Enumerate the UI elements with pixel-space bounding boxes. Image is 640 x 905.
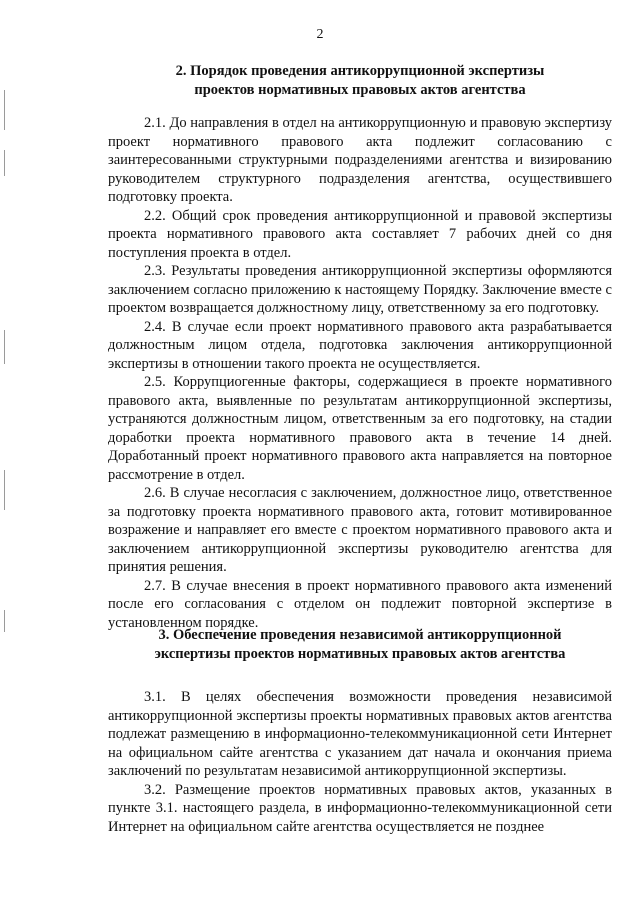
section-2-heading-line-1: 2. Порядок проведения антикоррупционной экспертизы [175, 63, 545, 79]
scan-margin-mark [4, 470, 5, 510]
section-3-heading-line-1: 3. Обеспечение проведения независимой антикоррупционной [158, 627, 562, 643]
paragraph-2-2: 2.2. Общий срок проведения антикоррупционной и правовой экспертизы проекта нормативного правового акта составляет 7 рабочих дней со дня поступления проекта в отдел. [108, 207, 612, 261]
paragraph-2-7: 2.7. В случае внесения в проект нормативного правового акта изменений после его согласования с отделом он подлежит повторной экспертизе в установленном порядке. [108, 577, 612, 631]
section-3-heading-line-2: экспертизы проектов нормативных правовых актов агентства [154, 646, 566, 662]
page-number: 2 [316, 27, 324, 42]
paragraph-2-3: 2.3. Результаты проведения антикоррупционной экспертизы оформляются заключением согласно приложению к настоящему Порядку. Заключение вместе с проектом возвращается должностному лицу, ответственному за его подготовку. [108, 263, 612, 316]
paragraph-2-1: 2.1. До направления в отдел на антикоррупционную и правовую экспертизу проект нормативного правового акта подлежит согласованию с заинтересованными структурными подразделениями агентства и визированию руководителем структурного подразделения агентства, осуществившего подготовку проекта. [108, 115, 612, 205]
paragraph-2-6: 2.6. В случае несогласия с заключением, должностное лицо, ответственное за подготовку проекта нормативного правового акта, готовит мотивированное возражение и направляет его вместе с проектом нормативного правового акта и заключением антикоррупционной экспертизы руководителю агентства для принятия решения. [108, 485, 612, 575]
paragraph-2-4: 2.4. В случае если проект нормативного правового акта разрабатывается должностным лицом отдела, подготовка заключения антикоррупционной экспертизы в отношении такого проекта не осуществляется. [108, 318, 612, 372]
section-2-body [108, 114, 612, 632]
paragraph-2-5: 2.5. Коррупциогенные факторы, содержащиеся в проекте нормативного правового акта, выявленные по результатам антикоррупционной экспертизы, устраняются должностным лицом, ответственным за его подготовку, на стадии доработки проекта нормативного правового акта в течение 14 дней. Доработанный проект нормативного правового акта направляется на повторное рассмотрение в отдел. [108, 374, 612, 483]
section-3-body [108, 688, 612, 836]
section-2-heading-line-2: проектов нормативных правовых актов агентства [194, 82, 526, 98]
scan-margin-mark [4, 90, 5, 130]
paragraph-3-2: 3.2. Размещение проектов нормативных правовых актов, указанных в пункте 3.1. настоящего раздела, в информационно-телекоммуникационной сети Интернет на официальном сайте агентства осуществляется не позднее [108, 781, 612, 835]
scan-margin-mark [4, 610, 5, 632]
scan-margin-mark [4, 150, 5, 176]
paragraph-3-1: 3.1. В целях обеспечения возможности проведения независимой антикоррупционной экспертизы проекты нормативных правовых актов агентства подлежат размещению в информационно-телекоммуникационной сети Интернет на официальном сайте агентства с указанием дат начала и окончания приема заключений по результатам независимой антикоррупционной экспертизы. [108, 689, 612, 779]
section-3-heading [108, 626, 612, 664]
section-2-heading [108, 62, 612, 100]
scan-margin-mark [4, 330, 5, 364]
